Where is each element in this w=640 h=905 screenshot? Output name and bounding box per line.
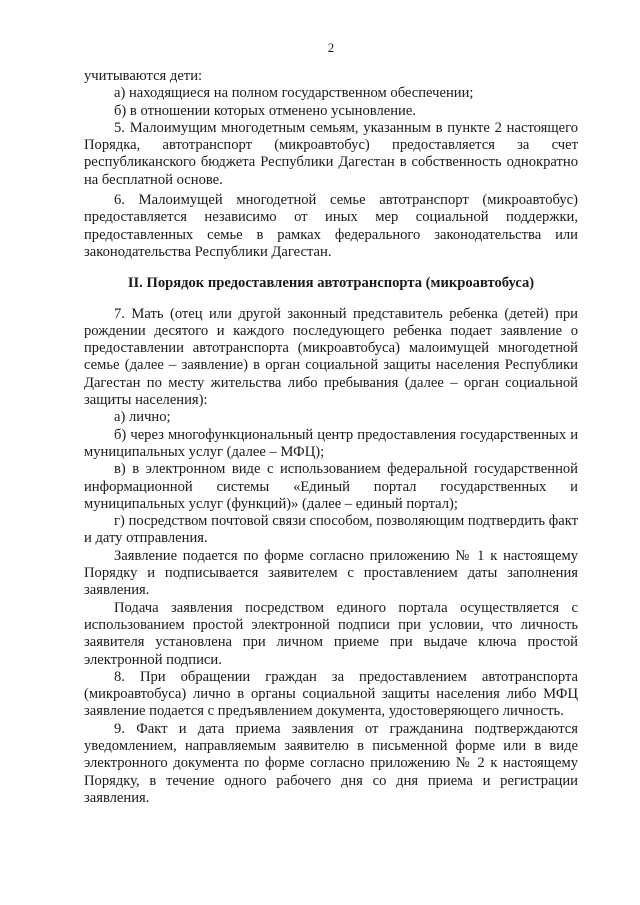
paragraph: 8. При обращении граждан за предоставлением автотранспорта (микроавтобуса) лично в органы социальной защиты населения либо МФЦ заявление подается с предъявлением документа, удостоверяющего личность.	[84, 668, 578, 720]
paragraph: 5. Малоимущим многодетным семьям, указанным в пункте 2 настоящего Порядка, автотранспорт (микроавтобус) предоставляется за счет республиканского бюджета Республики Дагестан в собственность однократно на бесплатной основе.	[84, 119, 578, 188]
paragraph: 7. Мать (отец или другой законный представитель ребенка (детей) при рождении десятого и каждого последующего ребенка подает заявление о предоставлении автотранспорта (микроавтобуса) малоимущей многодетной семье (далее – заявление) в орган социальной защиты населения Республики Дагестан по месту жительства либо пребывания (далее – орган социальной защиты населения):	[84, 305, 578, 409]
paragraph: а) находящиеся на полном государственном обеспечении;	[114, 85, 474, 102]
paragraph: б) в отношении которых отменено усыновление.	[114, 102, 416, 119]
list-item: г) посредством почтовой связи способом, позволяющим подтвердить факт и дату отправления.	[84, 513, 578, 547]
list-item: б) через многофункциональный центр предоставления государственных и муниципальных услуг (далее – МФЦ);	[84, 426, 578, 460]
paragraph: Заявление подается по форме согласно приложению № 1 к настоящему Порядку и подписывается заявителем с проставлением даты заполнения заявления.	[84, 547, 578, 599]
list-item: а) лично;	[114, 409, 171, 426]
page-number: 2	[327, 40, 335, 55]
paragraph: Подача заявления посредством единого портала осуществляется с использованием простой электронной подписи при условии, что личность заявителя установлена при личном приеме при выдаче ключа простой электронной подписи.	[84, 599, 578, 668]
document-body	[84, 68, 578, 807]
paragraph: 6. Малоимущей многодетной семье автотранспорт (микроавтобус) предоставляется независимо от иных мер социальной поддержки, предоставленных семье в рамках федерального законодательства или законодательства Республики Дагестан.	[84, 192, 578, 260]
paragraph: 9. Факт и дата приема заявления от гражданина подтверждаются уведомлением, направляемым заявителю в письменной форме или в виде электронного документа по форме согласно приложению № 2 к настоящему Порядку, в течение одного рабочего дня со дня приема и регистрации заявления.	[84, 720, 578, 806]
list-item: в) в электронном виде с использованием федеральной государственной информационной системы «Единый портал государственных и муниципальных услуг (функций)» (далее – единый портал);	[84, 461, 578, 512]
paragraph: учитываются дети:	[84, 68, 203, 84]
section-title: II. Порядок предоставления автотранспорта (микроавтобуса)	[127, 275, 535, 292]
